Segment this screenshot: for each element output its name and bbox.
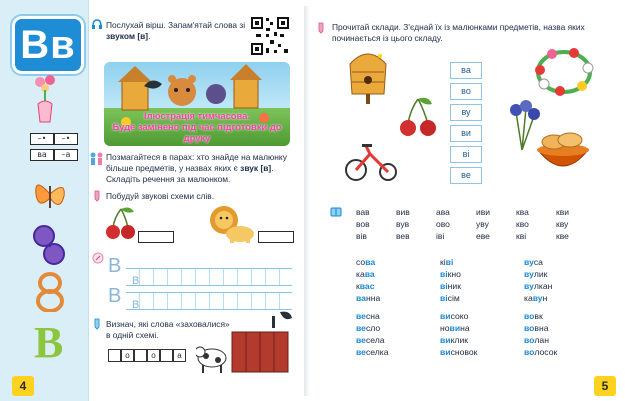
syllable-table [356,207,596,242]
word-item [440,268,520,280]
word-syllable-highlight: ве [356,335,366,345]
word-syllable-highlight: ві [445,257,454,267]
word-syllable-highlight: ва [365,257,376,267]
word-part: лик [533,269,548,279]
task1-text: Послухай вірш. Запам'ятай слова зі звуком [в]. [106,20,246,41]
writing-sample: В [132,299,140,311]
scheme-cell: –а [54,149,78,161]
syllable-cell: вев [396,231,410,241]
word-item [356,346,436,358]
writing-sample: В [132,275,140,287]
word-syllable-highlight: вас [359,281,375,291]
syllable-cell: вів [356,231,367,241]
word-part: вна [534,323,549,333]
headphones-icon [91,18,103,30]
word-syllable-highlight: ви [449,323,461,333]
lion-picture [206,204,256,244]
word-item [440,322,520,334]
word-column-3 [524,256,604,358]
word-syllable-highlight: ву [532,293,543,303]
syllable-cell: ква [516,207,529,217]
word-syllable-highlight: во [524,311,535,321]
pretzel-picture [32,272,68,312]
syllable-cell: ава [436,207,450,217]
word-syllable-highlight: во [524,323,535,333]
qr-code[interactable] [250,16,290,56]
word-item [524,256,604,268]
word-item [440,256,520,268]
syllable-cell: вав [356,207,370,217]
scheme-cell-empty[interactable] [108,349,121,362]
word-syllable-highlight: ва [356,293,366,303]
pencil-icon-2 [92,318,102,330]
page-fold [304,6,310,396]
word-part: ка [356,269,365,279]
task2-text: Позмагайтеся в парах: хто знайде на малюнку більше предметів, у назвах яких є звук [в]. Складіть речення за малюнком. [106,152,287,184]
word-part: лосок [534,347,558,357]
letter-tile: Вв [12,16,84,74]
scheme-cell[interactable]: а [173,349,186,362]
word-item [356,310,436,322]
syllable-cell: вив [396,207,410,217]
big-writing-letter: В [108,255,122,277]
task4-line1: Визнач, які слова «заховалися» [106,319,230,329]
word-part: к [356,281,360,291]
word-item [356,334,436,346]
cherries-picture-2 [398,96,438,140]
word-item [356,256,436,268]
page-number-right: 5 [594,376,616,396]
word-syllable-highlight: ві [440,293,448,303]
word-item [440,280,520,292]
task3-text: Побудуй звукові схеми слів. [106,191,215,201]
tricycle-picture [344,140,400,182]
scheme-cell[interactable]: о [147,349,160,362]
word-part: кно [447,269,461,279]
word-item [524,334,604,346]
pies-basket-picture [530,120,596,182]
syllable-tiles [450,62,482,184]
word-item [440,334,520,346]
syllable-cell: кви [556,207,569,217]
word-part: ник [447,281,461,291]
word-item [356,280,436,292]
scheme-box-lion[interactable] [258,231,294,243]
syllable-tile[interactable]: ву [450,104,482,121]
banner-caption [104,110,290,143]
wreath-picture [530,44,598,100]
word-part: нна [365,293,381,303]
butterfly-picture [30,172,70,218]
syllable-cell: ово [436,219,450,229]
letter-b-picture: B [34,318,64,367]
scheme-cell-empty[interactable] [134,349,147,362]
cherries-picture [104,206,138,242]
word-part: села [365,335,385,345]
word-syllable-highlight: во [524,347,535,357]
word-part: сло [365,323,381,333]
word-item [440,310,520,322]
scheme-cell: –• [54,133,78,145]
word-syllable-highlight: ве [356,311,366,321]
pencil-icon [92,190,102,202]
word-part: на [460,323,470,333]
word-part: кі [440,257,446,267]
word-syllable-highlight: ву [524,269,534,279]
syllable-tile[interactable]: во [450,83,482,100]
beehive-picture [344,50,392,106]
writing-icon [92,252,104,264]
word-syllable-highlight: ве [356,323,366,333]
word-item [356,268,436,280]
word-part: соко [450,311,469,321]
word-item [524,346,604,358]
writing-line-2[interactable] [126,292,292,310]
word-item [524,280,604,292]
word-part: лкан [533,281,553,291]
farm-picture [196,310,296,376]
scheme-cell: ва [30,149,54,161]
word-part: ка [524,293,533,303]
task4-line2: в одній схемі. [106,330,159,340]
word-part: сім [447,293,460,303]
task4-scheme [108,349,186,362]
word-part: селка [365,347,389,357]
scheme-box-cherries[interactable] [138,231,174,243]
word-column-2 [440,256,520,358]
word-item [524,268,604,280]
syllable-tile[interactable]: ві [450,146,482,163]
banner-caption-line1: Ілюстрація тимчасова. [144,110,250,121]
syllable-tile[interactable]: ве [450,167,482,184]
syllable-tile[interactable]: ви [450,125,482,142]
word-syllable-highlight: ви [440,347,451,357]
word-part: сновок [450,347,478,357]
syllable-cell: кву [556,219,569,229]
word-syllable-highlight: ве [356,347,366,357]
word-syllable-highlight: ва [364,269,375,279]
syllable-cell: кве [556,231,569,241]
word-item [524,292,604,304]
syllable-tile[interactable]: ва [450,62,482,79]
writing-line-1[interactable] [126,268,292,286]
page-number-left: 4 [12,376,34,396]
syllable-cell: иви [476,207,491,217]
word-syllable-highlight: ви [440,335,451,345]
syllable-cell: вов [356,219,370,229]
word-syllable-highlight: ві [440,281,448,291]
word-part: но [440,323,450,333]
scheme-cell[interactable]: о [121,349,134,362]
syllable-cell: еве [476,231,490,241]
word-syllable-highlight: ву [524,257,534,267]
scheme-cell-empty[interactable] [160,349,173,362]
word-part: вк [534,311,543,321]
big-writing-letter-2: В [108,285,122,307]
word-syllable-highlight: во [524,335,535,345]
word-column-1 [356,256,436,358]
pencil-icon-3 [316,22,326,34]
banner-caption-line2: Буде замінено під час підготовки до друку [112,121,282,143]
vase-picture [30,74,60,124]
word-part: сна [365,311,380,321]
word-syllable-highlight: ву [524,281,534,291]
scheme-cell: –• [30,133,54,145]
syllable-cell: іві [436,231,445,241]
word-item [356,322,436,334]
word-item [524,310,604,322]
pair-work-icon [89,152,105,166]
word-part: н [542,293,548,303]
word-part: лан [534,335,549,345]
word-item [440,346,520,358]
right-task1-text: Прочитай склади. З'єднай їх із малюнками предметів, назва яких починається із цього складу. [332,22,585,43]
illustration-banner [104,62,290,146]
word-part: са [533,257,543,267]
word-syllable-highlight: ві [440,269,448,279]
word-syllable-highlight: ви [440,311,451,321]
book-icon [330,206,342,218]
word-part: со [356,257,366,267]
word-item [440,292,520,304]
syllable-cell: кві [516,231,527,241]
sidebar-scheme-2 [30,142,78,161]
word-item [524,322,604,334]
word-item [356,292,436,304]
syllable-cell: кво [516,219,529,229]
word-part: клик [450,335,469,345]
syllable-cell: уву [476,219,489,229]
syllable-cell: вув [396,219,410,229]
glasses-picture [30,222,70,268]
